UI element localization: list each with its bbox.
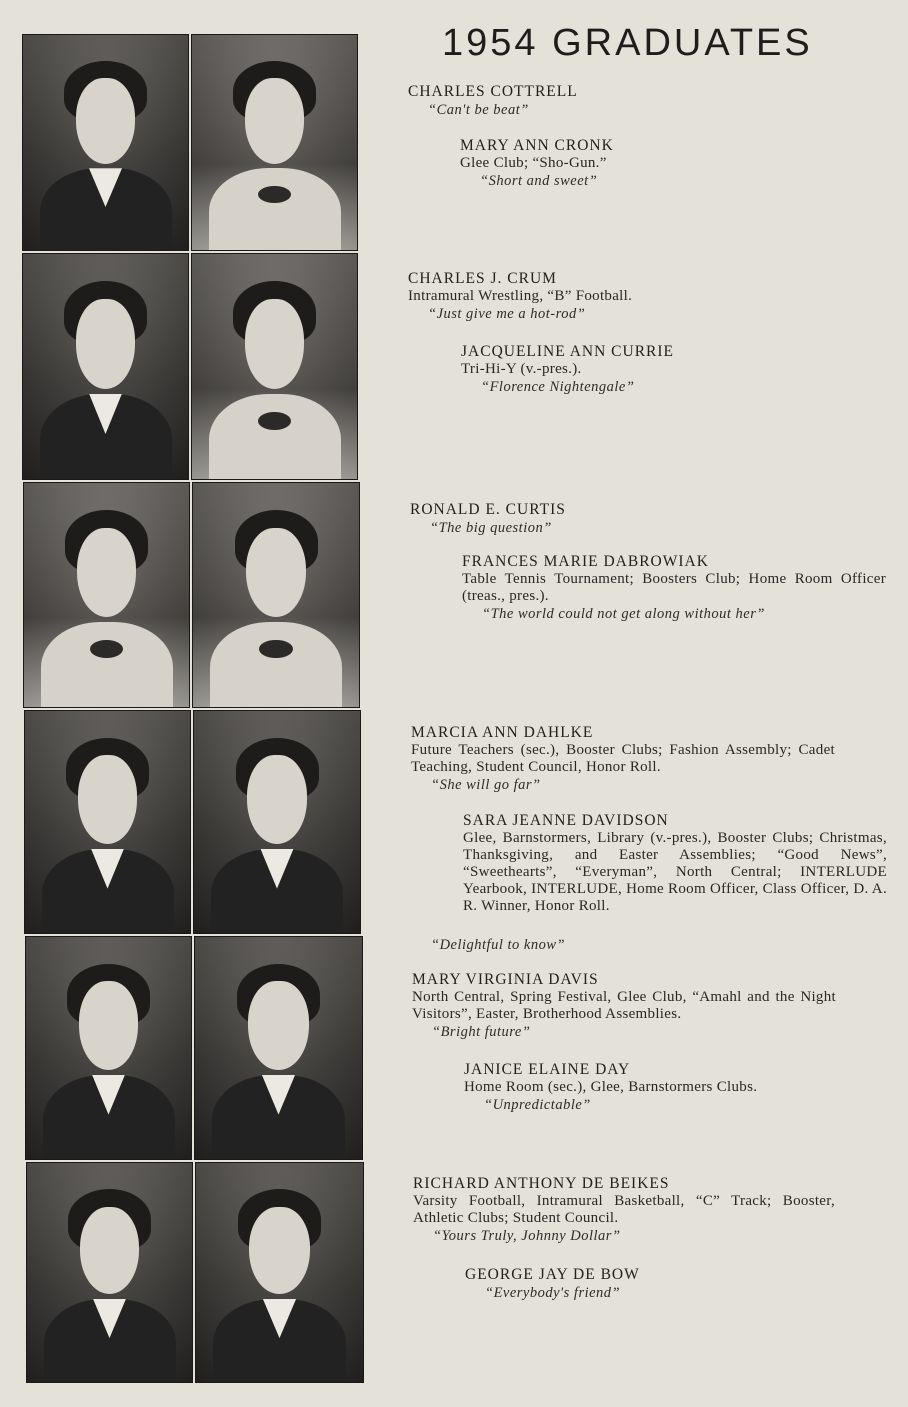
graduate-entry [408,82,578,120]
graduate-activities: Glee, Barnstormers, Library (v.-pres.), Booster Clubs; Christmas, Thanksgiving, and Easter Assemblies; “Good News”, “Sweethearts”, “Everyman”, North Central; INTERLUDE Yearbook, INTERLUDE, Home Room Officer, Class Officer, D. A. R. Winner, Honor Roll. [463,830,887,914]
graduate-name: SARA JEANNE DAVIDSON [463,812,669,829]
portrait-photo-ronald-e-curtis [23,482,190,708]
graduate-entry [463,811,887,915]
portrait-photo-sara-jeanne-davidson [193,710,361,934]
graduate-quote: “Can't be beat” [428,102,529,118]
graduate-activities: Home Room (sec.), Glee, Barnstormers Clubs. [464,1079,758,1095]
graduate-entry [408,269,632,324]
graduate-activities: North Central, Spring Festival, Glee Club, “Amahl and the Night Visitors”, Easter, Brotherhood Assemblies. [412,989,836,1022]
portrait-photo-mary-ann-cronk [191,34,358,251]
graduate-quote: “The big question” [430,520,552,536]
graduate-name: CHARLES COTTRELL [408,83,578,100]
graduate-name: RICHARD ANTHONY DE BEIKES [413,1175,670,1192]
graduate-quote: “Just give me a hot-rod” [428,306,586,322]
graduate-name: GEORGE JAY DE BOW [465,1266,640,1283]
graduate-quote: “Delightful to know” [431,937,566,953]
graduate-name: JANICE ELAINE DAY [464,1061,631,1078]
graduate-activities: Tri-Hi-Y (v.-pres.). [461,361,582,377]
portrait-photo-marcia-ann-dahlke [24,710,191,934]
graduate-quote: “The world could not get along without her” [482,606,765,622]
graduate-entry [465,1265,640,1303]
portrait-photo-jacqueline-ann-currie [191,253,358,480]
portrait-photo-charles-cottrell [22,34,189,251]
graduate-name: JACQUELINE ANN CURRIE [461,343,675,360]
graduate-name: MARCIA ANN DAHLKE [411,724,594,741]
graduate-activities: Glee Club; “Sho-Gun.” [460,155,607,171]
graduate-activities: Varsity Football, Intramural Basketball, “C” Track; Booster, Athletic Clubs; Student Council. [413,1193,835,1226]
graduate-entry [413,1174,835,1246]
portrait-photo-mary-virginia-davis [25,936,192,1160]
portrait-photo-richard-anthony-de-beikes [26,1162,193,1383]
graduate-entry [461,342,674,397]
graduate-quote: “Unpredictable” [484,1097,591,1113]
graduate-quote: “Yours Truly, Johnny Dollar” [433,1228,621,1244]
graduate-quote: “Bright future” [432,1024,531,1040]
graduate-name: RONALD E. CURTIS [410,501,566,518]
graduate-activities: Future Teachers (sec.), Booster Clubs; Fashion Assembly; Cadet Teaching, Student Council, Honor Roll. [411,742,835,775]
graduate-activities: Table Tennis Tournament; Boosters Club; Home Room Officer (treas., pres.). [462,571,886,604]
portrait-photo-janice-elaine-day [194,936,363,1160]
graduate-quote: “Florence Nightengale” [481,379,635,395]
graduate-name: FRANCES MARIE DABROWIAK [462,553,709,570]
portrait-photo-charles-j-crum [22,253,189,480]
graduate-entry [462,552,886,624]
graduate-entry [460,136,614,191]
graduate-entry [411,723,835,795]
portrait-photo-george-jay-de-bow [195,1162,364,1383]
graduate-entry [412,970,836,1042]
graduate-quote: “She will go far” [431,777,541,793]
graduate-activities: Intramural Wrestling, “B” Football. [408,288,633,304]
graduate-quote: “Everybody's friend” [485,1285,621,1301]
graduate-entry [464,1060,838,1115]
graduate-entry [410,500,566,538]
page-title: 1954 GRADUATES [442,22,813,64]
graduate-name: MARY ANN CRONK [460,137,614,154]
graduate-name: MARY VIRGINIA DAVIS [412,971,599,988]
portrait-photo-frances-marie-dabrowiak [192,482,360,708]
graduate-name: CHARLES J. CRUM [408,270,557,287]
graduate-quote: “Short and sweet” [480,173,598,189]
